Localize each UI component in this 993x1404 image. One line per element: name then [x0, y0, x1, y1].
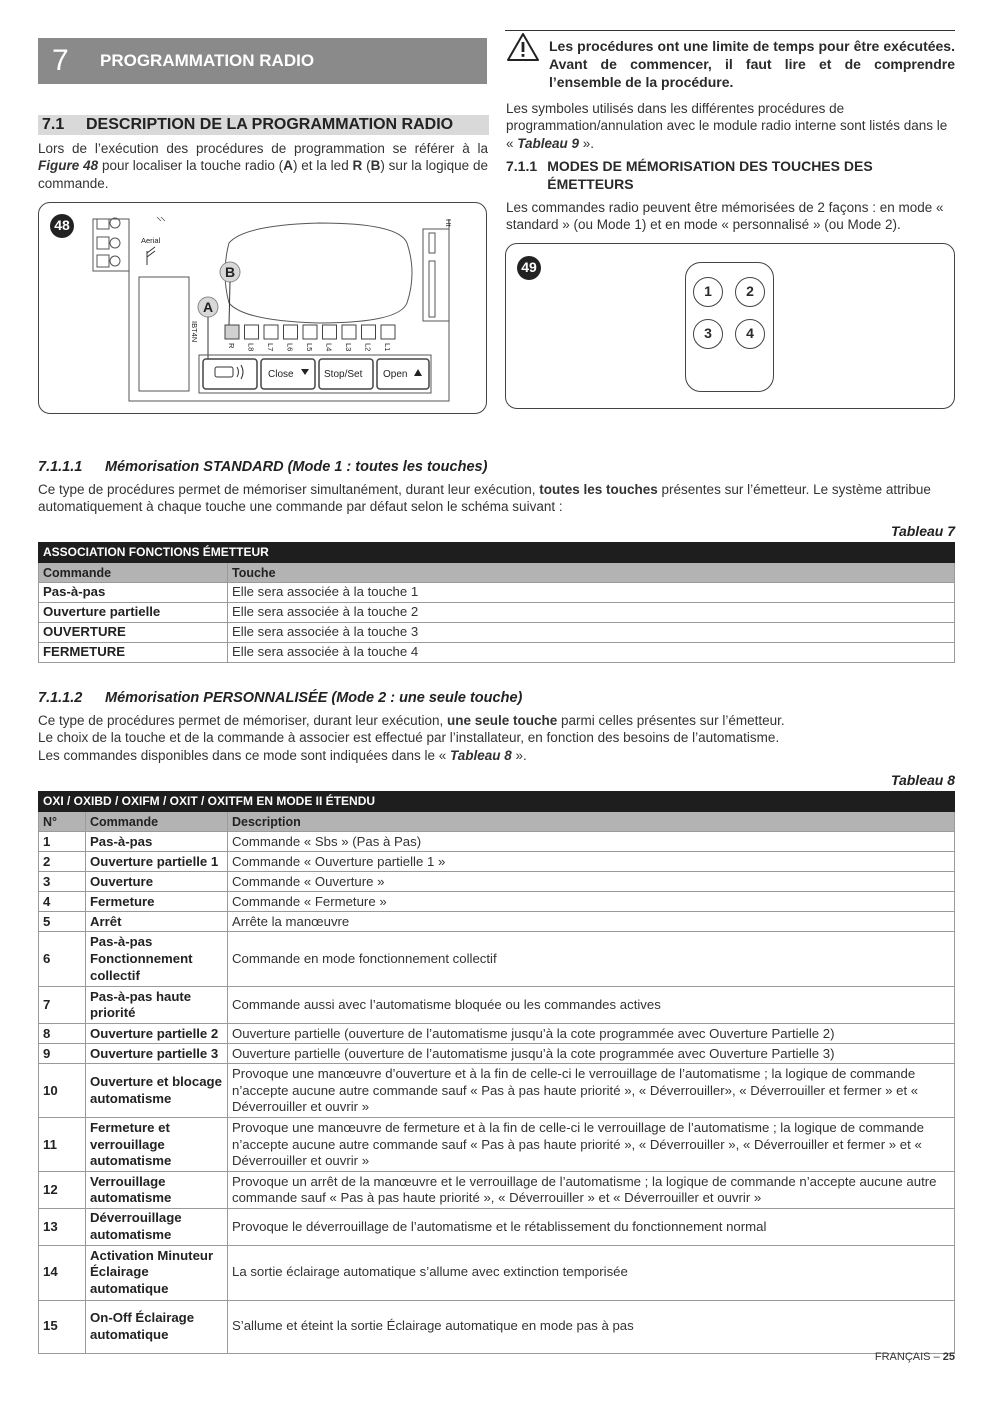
text-run: ».	[511, 747, 527, 763]
table-cell: 15	[39, 1300, 86, 1353]
control-board-illustration	[39, 203, 488, 415]
section-heading-7-1-1	[506, 158, 946, 194]
board-id-label: IBT4N	[190, 321, 199, 343]
table-cell: Arrête la manœuvre	[228, 912, 955, 932]
open-label: Open	[383, 369, 408, 380]
led-label: L1	[383, 343, 392, 352]
table-row	[39, 832, 955, 852]
text-run: ».	[579, 135, 595, 151]
led-label: R	[227, 343, 236, 349]
line	[38, 747, 955, 764]
label-ref-a: A	[283, 158, 293, 174]
table-row	[39, 1172, 955, 1209]
chapter-header	[38, 38, 487, 84]
table-cell: Commande « Ouverture »	[228, 872, 955, 892]
table-cell: 3	[39, 872, 86, 892]
table-cell: 10	[39, 1064, 86, 1118]
column-header: Commande	[86, 812, 228, 832]
table-reference: Tableau 8	[450, 747, 512, 763]
text-run: présentes sur l’émetteur. Le système attribue automatiquement à chaque touche une commande par défaut selon le schéma suivant :	[38, 482, 931, 515]
table-cell: OUVERTURE	[39, 623, 228, 643]
table-cell: 4	[39, 892, 86, 912]
subsection-title: Mémorisation STANDARD (Mode 1 : toutes les touches)	[105, 459, 488, 475]
subsection-title: Mémorisation PERSONNALISÉE (Mode 2 : une seule touche)	[105, 690, 523, 706]
table-cell: Activation Minuteur Éclairage automatique	[86, 1245, 228, 1300]
figure-48	[38, 202, 487, 414]
subsection-number: 7.1.1.1	[38, 459, 83, 475]
table-cell: 11	[39, 1118, 86, 1172]
label-ref-b: B	[370, 158, 381, 174]
table-row	[39, 1245, 955, 1300]
table-cell: Ouverture partielle 3	[86, 1044, 228, 1064]
table-cell: Commande « Ouverture partielle 1 »	[228, 852, 955, 872]
aerial-label: Aerial	[141, 236, 161, 245]
table-row	[39, 1118, 955, 1172]
footer-language: FRANÇAIS –	[874, 1351, 943, 1363]
table-cell: Elle sera associée à la touche 4	[228, 643, 955, 663]
column-header: N°	[39, 812, 86, 832]
table-row	[39, 1044, 955, 1064]
table-row	[39, 583, 955, 603]
table-cell: 9	[39, 1044, 86, 1064]
remote-button-1: 1	[693, 277, 723, 307]
led-l1	[381, 325, 395, 339]
table-cell: Ouverture partielle (ouverture de l’automatisme jusqu’à la cote programmée avec Ouverture Partielle 2)	[228, 1024, 955, 1044]
section-7-1-paragraph	[38, 140, 488, 192]
table-cell: Commande « Sbs » (Pas à Pas)	[228, 832, 955, 852]
section-title: DESCRIPTION DE LA PROGRAMMATION RADIO	[86, 115, 454, 133]
table-7-caption: Tableau 7	[890, 523, 955, 539]
callout-b: B	[225, 264, 236, 280]
table-cell: Fermeture	[86, 892, 228, 912]
section-number: 7.1.1	[506, 158, 538, 174]
table-row	[39, 1024, 955, 1044]
column-header: Commande	[39, 563, 228, 583]
led-r	[225, 325, 239, 339]
table-row	[39, 892, 955, 912]
table-8	[38, 791, 955, 1354]
table-cell: Provoque une manœuvre de fermeture et à la fin de celle-ci le verrouillage de l’automatisme ; la logique de commande n’accepte aucune autre commande sauf « Pas à pas haute priorité », « Déverrouiller », « Déverrouiller et fermer » et « Déverrouiller et ouvrir »	[228, 1118, 955, 1172]
section-7-1-1-paragraph: Les commandes radio peuvent être mémorisées de 2 façons : en mode « standard » (ou Mode 1) et en mode « personnalisé » (ou Mode 2).	[506, 200, 944, 233]
line	[38, 712, 955, 729]
led-l6	[284, 325, 298, 339]
text-run: Lors de l’exécution des procédures de programmation se référer à la	[38, 141, 488, 156]
table-row	[39, 1064, 955, 1118]
section-number: 7.1	[42, 115, 65, 133]
figure-badge: 48	[50, 214, 74, 238]
table-cell: Commande « Fermeture »	[228, 892, 955, 912]
symbols-paragraph	[506, 100, 955, 152]
column-header: Description	[228, 812, 955, 832]
remote-button-3: 3	[693, 319, 723, 349]
text-run: Ce type de procédures permet de mémoriser, durant leur exécution,	[38, 713, 447, 728]
table-cell: Ouverture partielle 2	[86, 1024, 228, 1044]
text-run: ) sur la logique de commande.	[38, 158, 488, 191]
table-cell: Pas-à-pas	[86, 832, 228, 852]
table-cell: 5	[39, 912, 86, 932]
led-label: L7	[266, 343, 275, 352]
page-number: 25	[942, 1351, 955, 1363]
led-l2	[362, 325, 376, 339]
table-cell: 7	[39, 987, 86, 1024]
section-title: MODES DE MÉMORISATION DES TOUCHES DES ÉMETTEURS	[547, 158, 873, 192]
table-cell: Commande aussi avec l’automatisme bloquée ou les commandes actives	[228, 987, 955, 1024]
chapter-number: 7	[52, 43, 69, 77]
line: Le choix de la touche et de la commande à associer est effectué par l’installateur, en fonction des besoins de l’automatisme.	[38, 730, 780, 746]
table-row	[39, 1300, 955, 1353]
figure-badge: 49	[517, 256, 541, 280]
table-cell: Provoque le déverrouillage de l’automatisme et le rétablissement du fonctionnement normal	[228, 1209, 955, 1245]
table-cell: Ouverture et blocage automatisme	[86, 1064, 228, 1118]
text-run: Les symboles utilisés dans les différentes procédures de programmation/annulation avec le module radio interne sont listés dans le «	[506, 101, 948, 151]
table-cell: 6	[39, 932, 86, 987]
warning-block	[505, 30, 955, 91]
table-cell: 2	[39, 852, 86, 872]
bold-run: une seule touche	[446, 713, 558, 728]
table-cell: Pas-à-pas Fonctionnement collectif	[86, 932, 228, 987]
table-cell: Déverrouillage automatisme	[86, 1209, 228, 1245]
connector-label: Ht	[444, 219, 453, 227]
figure-reference: Figure 48	[38, 158, 99, 174]
table-cell: 14	[39, 1245, 86, 1300]
led-l5	[303, 325, 317, 339]
warning-text: Les procédures ont une limite de temps pour être exécutées. Avant de commencer, il faut lire et de comprendre l’ensemble de la procédure.	[549, 38, 955, 91]
table-cell: On-Off Éclairage automatique	[86, 1300, 228, 1353]
text-run: ) et la led	[292, 158, 353, 174]
table-cell: Pas-à-pas	[39, 583, 228, 603]
remote-button-4: 4	[735, 319, 765, 349]
table-title: ASSOCIATION FONCTIONS ÉMETTEUR	[39, 543, 955, 563]
bold-run: toutes les touches	[539, 482, 658, 497]
table-cell: Provoque un arrêt de la manœuvre et le verrouillage de l’automatisme ; la logique de commande n’accepte aucune autre commande sauf « Pas à pas haute priorité », « Déverrouiller » et « Déverrouiller et ouvrir »	[228, 1172, 955, 1209]
subsection-number: 7.1.1.2	[38, 690, 83, 706]
table-8-caption: Tableau 8	[890, 772, 955, 788]
text-run: pour localiser la touche radio (	[98, 158, 284, 174]
table-cell: Commande en mode fonctionnement collectif	[228, 932, 955, 987]
table-cell: 1	[39, 832, 86, 852]
stop-set-label: Stop/Set	[324, 369, 363, 380]
text-run: parmi celles présentes sur l’émetteur.	[557, 713, 785, 728]
table-row	[39, 912, 955, 932]
subsection-heading-7-1-1-2	[38, 689, 522, 708]
table-cell: 13	[39, 1209, 86, 1245]
table-title: OXI / OXIBD / OXIFM / OXIT / OXITFM EN MODE II ÉTENDU	[39, 792, 955, 812]
table-row	[39, 987, 955, 1024]
table-cell: 8	[39, 1024, 86, 1044]
subsection-heading-7-1-1-1	[38, 458, 487, 477]
section-7-1-1-1-paragraph	[38, 481, 955, 516]
table-row	[39, 852, 955, 872]
table-cell: Elle sera associée à la touche 2	[228, 603, 955, 623]
radio-button-a	[203, 359, 257, 389]
text-run: (	[362, 158, 371, 174]
led-label: L3	[344, 343, 353, 352]
table-row	[39, 872, 955, 892]
column-header: Touche	[228, 563, 955, 583]
table-row	[39, 603, 955, 623]
table-7	[38, 542, 955, 663]
text-run: Ce type de procédures permet de mémoriser simultanément, durant leur exécution,	[38, 482, 540, 497]
table-reference: Tableau 9	[517, 135, 580, 151]
table-cell: Arrêt	[86, 912, 228, 932]
warning-triangle-icon	[506, 31, 540, 63]
close-label: Close	[268, 369, 294, 380]
callout-a: A	[203, 299, 214, 315]
table-row	[39, 623, 955, 643]
table-cell: Ouverture partielle 1	[86, 852, 228, 872]
remote-button-2: 2	[735, 277, 765, 307]
label-ref-r: R	[352, 158, 363, 174]
led-l3	[342, 325, 356, 339]
led-label: L2	[363, 343, 373, 352]
led-label: L5	[305, 343, 314, 352]
led-l8	[245, 325, 259, 339]
chapter-title: PROGRAMMATION RADIO	[100, 51, 315, 71]
table-cell: FERMETURE	[39, 643, 228, 663]
table-row	[39, 932, 955, 987]
page-footer	[875, 1350, 955, 1364]
table-cell: Elle sera associée à la touche 3	[228, 623, 955, 643]
led-l4	[323, 325, 337, 339]
table-cell: Ouverture	[86, 872, 228, 892]
table-cell: Ouverture partielle	[39, 603, 228, 623]
section-heading-7-1	[38, 115, 489, 135]
table-cell: Ouverture partielle (ouverture de l’automatisme jusqu’à la cote programmée avec Ouverture Partielle 3)	[228, 1044, 955, 1064]
table-cell: Fermeture et verrouillage automatisme	[86, 1118, 228, 1172]
table-cell: S’allume et éteint la sortie Éclairage automatique en mode pas à pas	[228, 1300, 955, 1353]
led-label: L4	[324, 343, 334, 352]
led-l7	[264, 325, 278, 339]
remote-control	[685, 262, 774, 392]
table-row	[39, 643, 955, 663]
led-label: L8	[246, 343, 256, 352]
table-cell: La sortie éclairage automatique s’allume avec extinction temporisée	[228, 1245, 955, 1300]
table-cell: Pas-à-pas haute priorité	[86, 987, 228, 1024]
table-cell: Verrouillage automatisme	[86, 1172, 228, 1209]
text-run: Les commandes disponibles dans ce mode sont indiquées dans le «	[38, 747, 451, 763]
section-7-1-1-2-paragraph	[38, 712, 955, 764]
table-cell: Provoque une manœuvre d’ouverture et à la fin de celle-ci le verrouillage de l’automatisme ; la logique de commande n’accepte aucune autre commande sauf « Pas à pas haute priorité », « Déverrouiller», « Déverrouiller et fermer » et « Déverrouiller et ouvrir »	[228, 1064, 955, 1118]
table-cell: Elle sera associée à la touche 1	[228, 583, 955, 603]
table-row	[39, 1209, 955, 1245]
table-cell: 12	[39, 1172, 86, 1209]
led-label: L6	[285, 343, 295, 352]
